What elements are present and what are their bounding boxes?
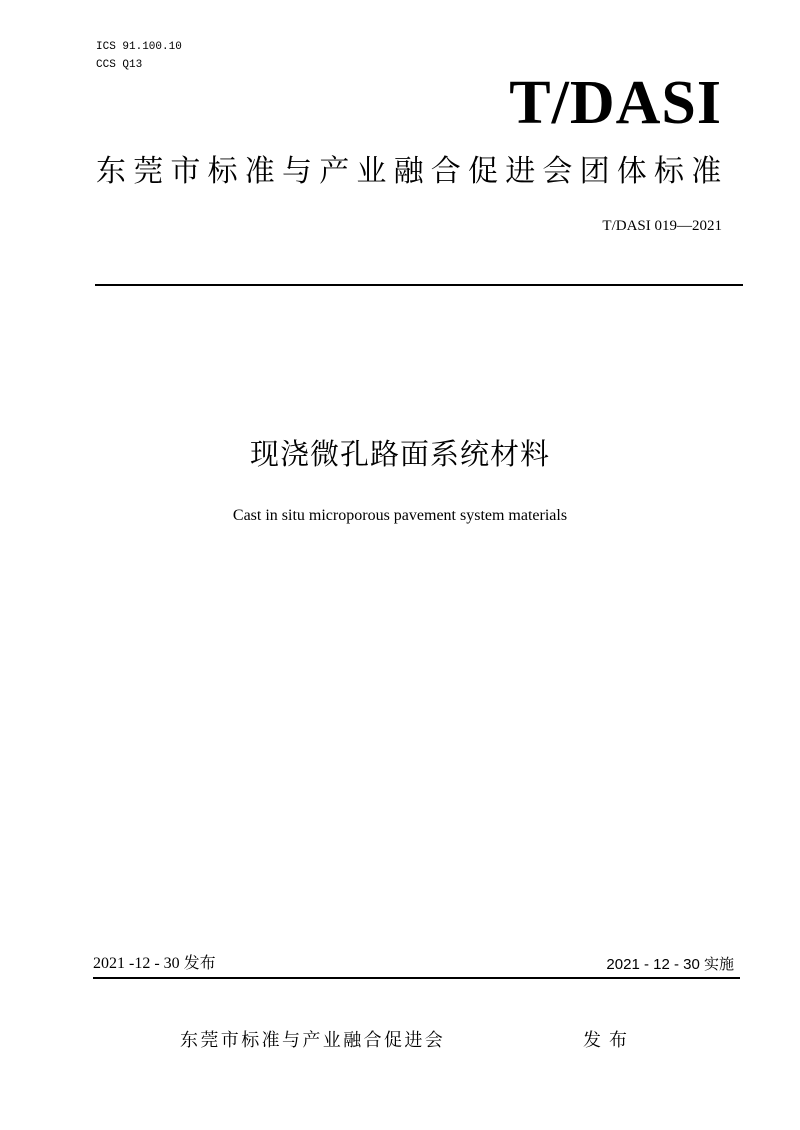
effective-date: 2021 - 12 - 30 实施 <box>606 956 734 973</box>
standard-number: T/DASI 019—2021 <box>602 218 722 234</box>
issuer-action: 发布 <box>583 1030 635 1051</box>
organization-standard-title: 东莞市标准与产业融合促进会团体标准 <box>96 154 729 189</box>
top-divider <box>95 284 743 286</box>
standard-logo: T/DASI <box>509 69 722 137</box>
ics-code: ICS 91.100.10 <box>96 41 182 53</box>
document-title-english: Cast in situ microporous pavement system materials <box>232 507 568 524</box>
ccs-code: CCS Q13 <box>96 59 143 71</box>
bottom-divider <box>93 977 740 979</box>
document-title-chinese: 现浇微孔路面系统材料 <box>249 437 550 471</box>
issuer-organization: 东莞市标准与产业融合促进会 <box>180 1030 446 1051</box>
publish-date: 2021 -12 - 30 发布 <box>93 955 216 972</box>
